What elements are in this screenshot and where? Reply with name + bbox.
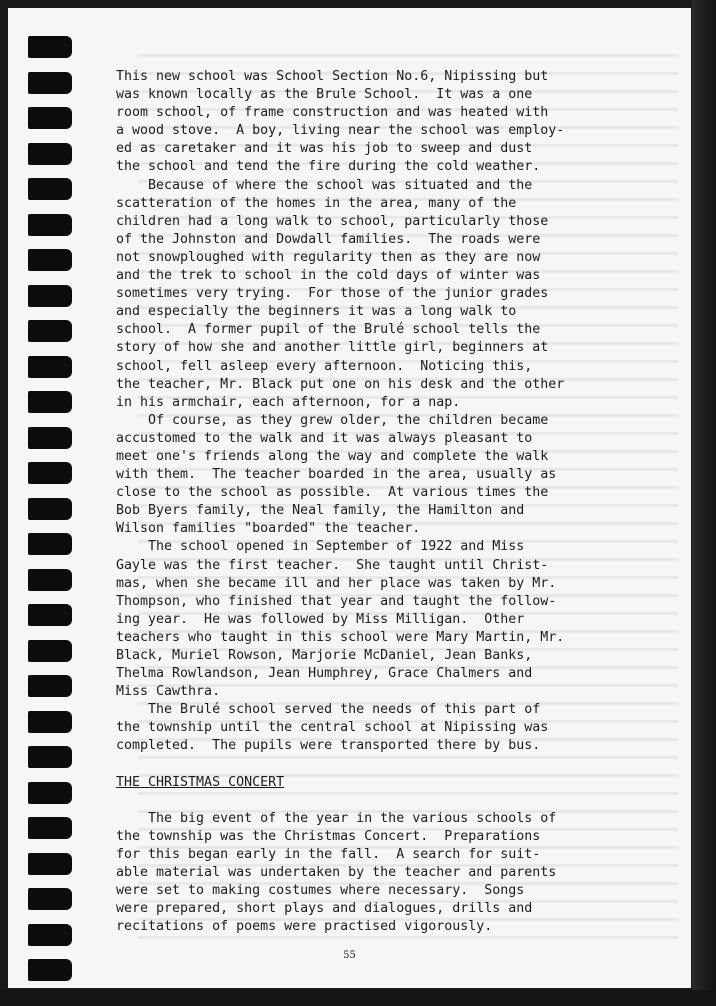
section-heading: THE CHRISTMAS CONCERT [116,774,285,790]
text-line: Because of where the school was situated and the [116,177,533,193]
text-line: and especially the beginners it was a long walk to [116,304,517,320]
text-line: Of course, as they grew older, the children became [116,412,549,428]
text-line: with them. The teacher boarded in the area, usually as [116,467,557,483]
text-line: not snowploughed with regularity then as they are now [116,249,541,265]
text-line: Miss Cawthra. [116,684,221,700]
text-line: Wilson families "boarded" the teacher. [116,521,421,537]
text-line: of the Johnston and Dowdall families. The roads were [116,231,541,247]
binding-hole [28,959,72,981]
text-line: the school and tend the fire during the cold weather. [116,159,541,175]
binding-hole [28,924,72,946]
binding-hole [28,36,72,58]
binding-hole [28,249,72,271]
text-line: able material was undertaken by the teacher and parents [116,864,557,880]
spiral-binding [28,36,72,988]
binding-hole [28,782,72,804]
text-line: Thompson, who finished that year and taught the follow- [116,593,557,609]
binding-hole [28,391,72,413]
text-line: The school opened in September of 1922 and Miss [116,539,525,555]
binding-hole [28,498,72,520]
text-line: were set to making costumes where necessary. Songs [116,883,525,899]
binding-hole [28,817,72,839]
binding-hole [28,462,72,484]
text-line: were prepared, short plays and dialogues, drills and [116,901,533,917]
text-line: accustomed to the walk and it was always pleasant to [116,430,533,446]
text-line: teachers who taught in this school were Mary Martin, Mr. [116,629,565,645]
text-line: in his armchair, each afternoon, for a nap. [116,394,461,410]
text-line: Thelma Rowlandson, Jean Humphrey, Grace Chalmers and [116,666,533,682]
text-line: school, fell asleep every afternoon. Noticing this, [116,358,533,374]
binding-hole [28,356,72,378]
text-line: and the trek to school in the cold days of winter was [116,268,541,284]
binding-hole [28,675,72,697]
text-line: story of how she and another little girl, beginners at [116,340,549,356]
binding-hole [28,427,72,449]
binding-hole [28,533,72,555]
binding-hole [28,746,72,768]
text-line: Bob Byers family, the Neal family, the Hamilton and [116,503,525,519]
text-line: sometimes very trying. For those of the junior grades [116,286,549,302]
text-line: The big event of the year in the various schools of [116,810,557,826]
binding-hole [28,143,72,165]
binding-hole [28,853,72,875]
binding-hole [28,285,72,307]
binding-hole [28,178,72,200]
text-line: Gayle was the first teacher. She taught until Christ- [116,557,549,573]
scanned-page [8,8,691,988]
text-line: close to the school as possible. At various times the [116,485,549,501]
body-text [116,68,636,936]
text-block-1 [116,68,636,756]
binding-hole [28,107,72,129]
text-block-2 [116,810,636,937]
page-edge-bottom [0,990,716,1006]
binding-hole [28,214,72,236]
text-line: meet one's friends along the way and complete the walk [116,448,549,464]
text-line: Black, Muriel Rowson, Marjorie McDaniel, Jean Banks, [116,648,533,663]
text-line: for this began early in the fall. A search for suit- [116,846,541,862]
text-line: This new school was School Section No.6, Nipissing but [116,69,549,84]
binding-hole [28,888,72,910]
binding-hole [28,320,72,342]
page-edge [692,0,716,1006]
text-line: the township was the Christmas Concert. Preparations [116,828,541,844]
text-line: The Brulé school served the needs of this part of [116,702,541,718]
text-line: scatteration of the homes in the area, many of the [116,195,517,211]
text-line: room school, of frame construction and was heated with [116,105,549,121]
text-line: mas, when she became ill and her place was taken by Mr. [116,575,557,591]
text-line: children had a long walk to school, particularly those [116,213,549,229]
page-number: 55 [343,950,356,961]
text-line: was known locally as the Brule School. It was a one [116,87,533,103]
binding-hole [28,640,72,662]
binding-hole [28,711,72,733]
text-line: ed as caretaker and it was his job to sweep and dust [116,141,533,157]
text-line: the township until the central school at Nipissing was [116,720,549,736]
text-line: recitations of poems were practised vigorously. [116,919,493,935]
binding-hole [28,604,72,626]
text-line: the teacher, Mr. Black put one on his desk and the other [116,376,565,392]
text-line: completed. The pupils were transported there by bus. [116,738,541,754]
text-line: school. A former pupil of the Brulé school tells the [116,322,541,338]
text-line: a wood stove. A boy, living near the school was employ- [116,123,565,139]
text-line: ing year. He was followed by Miss Milligan. Other [116,611,525,627]
binding-hole [28,569,72,591]
binding-hole [28,72,72,94]
